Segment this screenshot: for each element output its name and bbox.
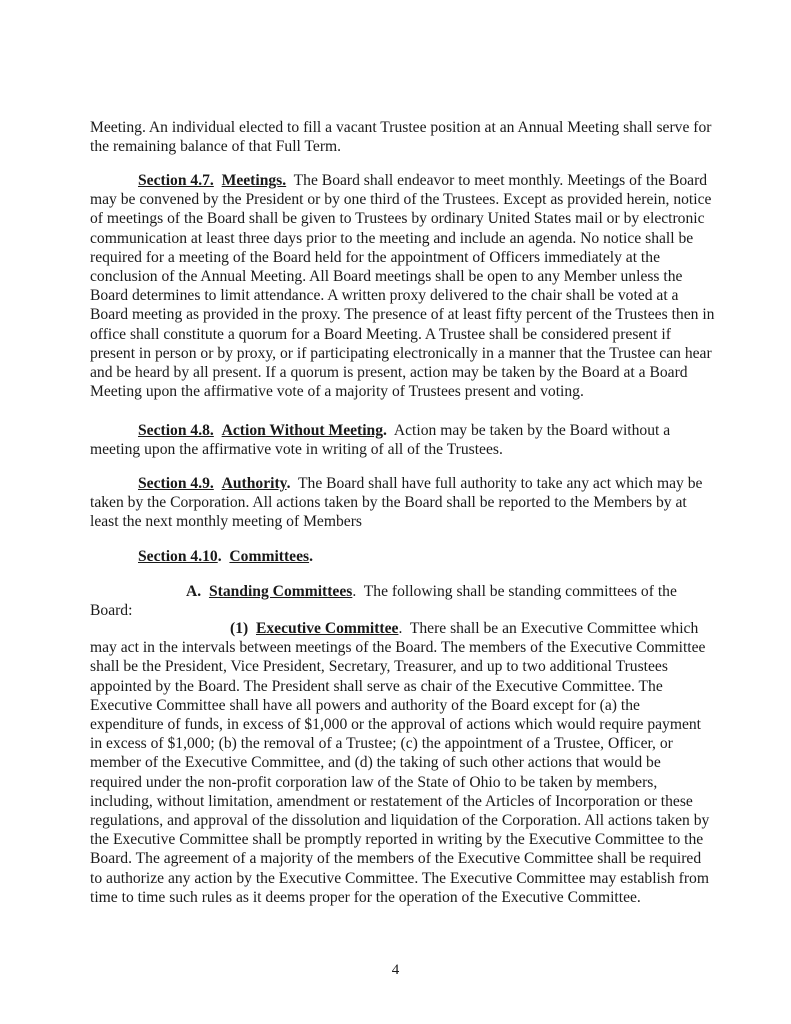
subsection-a-title-suffix: . xyxy=(352,583,357,600)
section-4-9-title-suffix: . xyxy=(286,475,291,492)
section-4-9 xyxy=(90,474,715,532)
section-4-10-title: Committees xyxy=(229,548,310,565)
section-4-7-number: Section 4.7. xyxy=(138,172,214,189)
item-1-label: (1) xyxy=(230,620,249,637)
subsection-a xyxy=(90,582,715,620)
section-4-9-title: Authority xyxy=(221,475,287,492)
item-1-title: Executive Committee xyxy=(255,620,399,637)
item-1-executive-committee xyxy=(90,619,715,907)
section-4-10-number-suffix: . xyxy=(217,548,222,565)
section-4-10-title-suffix: . xyxy=(309,548,313,565)
subsection-a-title: Standing Committees xyxy=(208,583,353,600)
section-4-10-number: Section 4.10 xyxy=(138,548,218,565)
item-1-body: There shall be an Executive Committee which may act in the intervals between meetings of the Board. The members of the Executive Committee shall be the President, Vice President, Secretary, Treasurer, and up to two additional Trustees appointed by the Board. The President shall serve as chair of the Executive Committee. The Executive Committee shall have all powers and authority of the Board except for (a) the expenditure of funds, in excess of $1,000 or the approval of actions which would require payment in excess of $1,000; (b) the removal of a Trustee; (c) the appointment of a Trustee, Officer, or member of the Executive Committee, and (d) the taking of such other actions that would be required under the non-profit corporation law of the State of Ohio to be taken by members, including, without limitation, amendment or restatement of the Articles of Incorporation or these regulations, and approval of the dissolution and liquidation of the Corporation. All actions taken by the Executive Committee shall be promptly reported in writing by the Executive Committee to the Board. The agreement of a majority of the members of the Executive Committee shall be required to authorize any action by the Executive Committee. The Executive Committee may establish from time to time such rules as it deems proper for the operation of the Executive Committee. xyxy=(90,620,710,906)
section-4-7-title: Meetings. xyxy=(221,172,287,189)
item-1-title-suffix: . xyxy=(398,620,403,637)
subsection-a-body-rest: Board: xyxy=(90,602,133,620)
intro-text: Meeting. An individual elected to fill a vacant Trustee position at an Annual Meeting shall serve for the remaining balance of that Full Term. xyxy=(90,119,712,156)
section-4-8 xyxy=(90,421,715,459)
section-4-7 xyxy=(90,171,715,401)
section-4-8-number: Section 4.8. xyxy=(138,422,214,439)
section-4-8-body: Action may be taken by the Board without a meeting upon the affirmative vote in writing of all of the Trustees. xyxy=(90,422,671,459)
section-4-9-body: The Board shall have full authority to take any act which may be taken by the Corporation. All actions taken by the Board shall be reported to the Members by at least the next monthly meeting of Members xyxy=(90,475,703,531)
intro-paragraph xyxy=(90,118,715,156)
section-4-9-number: Section 4.9. xyxy=(138,475,214,492)
section-4-8-title: Action Without Meeting xyxy=(221,422,384,439)
section-4-7-body: The Board shall endeavor to meet monthly. Meetings of the Board may be convened by the President or by one third of the Trustees. Except as provided herein, notice of meetings of the Board shall be given to Trustees by ordinary United States mail or by electronic communication at least three days prior to the meeting and include an agenda. No notice shall be required for a meeting of the Board held for the appointment of Officers immediately at the conclusion of the Annual Meeting. All Board meetings shall be open to any Member unless the Board determines to limit attendance. A written proxy delivered to the chair shall be voted at a Board meeting as provided in the proxy. The presence of at least fifty percent of the Trustees then in office shall constitute a quorum for a Board Meeting. A Trustee shall be considered present if present in person or by proxy, or if participating electronically in a manner that the Trustee can hear and be heard by all present. If a quorum is present, action may be taken by the Board at a Board Meeting upon the affirmative vote of a majority of Trustees present and voting. xyxy=(90,172,715,401)
section-4-10 xyxy=(138,547,313,566)
subsection-a-label: A. xyxy=(186,583,202,600)
subsection-a-body-first: The following shall be standing committees of the xyxy=(363,583,677,600)
page-number: 4 xyxy=(391,962,400,978)
section-4-8-title-suffix: . xyxy=(383,422,387,439)
